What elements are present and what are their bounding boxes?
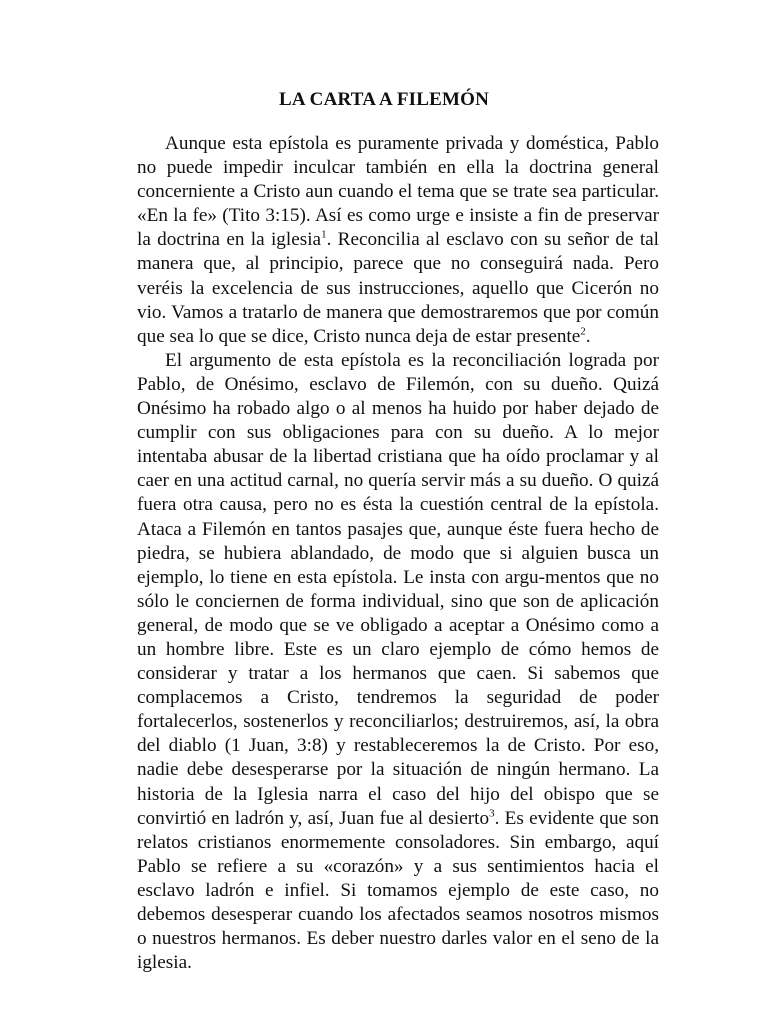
footnote-ref-3: 3 bbox=[489, 807, 495, 820]
document-body bbox=[137, 132, 659, 975]
paragraph-1-text-b: . Reconcilia al esclavo con su señor de tal manera que, al principio, parece que no conseguirá nada. Pero veréis la excelencia de sus instrucciones, aquello que Cicerón no vio. Vamos a tratarlo de manera que demostraremos que por común que sea lo que se dice, Cristo nunca deja de estar presente bbox=[137, 229, 659, 347]
paragraph-2-text-b: . Es evidente que son relatos cristianos enormemente consoladores. Sin embargo, aquí Pablo se refiere a su «corazón» y a sus sentimientos hacia el esclavo ladrón e infiel. Si tomamos ejemplo de este caso, no debemos desesperar cuando los afectados seamos nosotros mismos o nuestros hermanos. Es deber nuestro darles valor en el seno de la iglesia. bbox=[137, 807, 659, 974]
paragraph-2-text-a: El argumento de esta epístola es la reconciliación lograda por Pablo, de Onésimo, esclavo de Filemón, con su dueño. Quizá Onésimo ha robado algo o al menos ha huido por haber dejado de cumplir con sus obligaciones para con su dueño. A lo mejor intentaba abusar de la libertad cristiana que ha oído proclamar y al caer en una actitud carnal, no quería servir más a su dueño. O quizá fuera otra causa, pero no es ésta la cuestión central de la epístola. Ataca a Filemón en tantos pasajes que, aunque éste fuera hecho de piedra, se hubiera ablandado, de modo que si alguien busca un ejemplo, lo tiene en esta epístola. Le insta con argu-mentos que no sólo le conciernen de forma individual, sino que son de aplicación general, de modo que se ve obligado a aceptar a Onésimo como a un hombre libre. Este es un claro ejemplo de cómo hemos de considerar y tratar a los hermanos que caen. Si sabemos que complacemos a Cristo, tendremos la seguridad de poder fortalecerlos, sostenerlos y reconciliarlos; destruiremos, así, la obra del diablo (1 Juan, 3:8) y restableceremos la de Cristo. Por eso, nadie debe desesperarse por la situación de ningún hermano. La historia de la Iglesia narra el caso del hijo del obispo que se convirtió en ladrón y, así, Juan fue al desierto bbox=[137, 349, 659, 829]
paragraph-2 bbox=[137, 349, 659, 975]
paragraph-1 bbox=[137, 132, 659, 349]
page-title: LA CARTA A FILEMÓN bbox=[278, 89, 490, 110]
footnote-ref-2: 2 bbox=[580, 325, 586, 338]
paragraph-1-text-a: Aunque esta epístola es puramente privada y doméstica, Pablo no puede impedir inculcar también en ella la doctrina general concerniente a Cristo aun cuando el tema que se trate sea particular. «En la fe» (Tito 3:15). Así es como urge e insiste a fin de preservar la doctrina en la iglesia bbox=[137, 133, 659, 251]
footnote-ref-1: 1 bbox=[321, 228, 327, 241]
paragraph-1-text-c: . bbox=[585, 325, 591, 347]
